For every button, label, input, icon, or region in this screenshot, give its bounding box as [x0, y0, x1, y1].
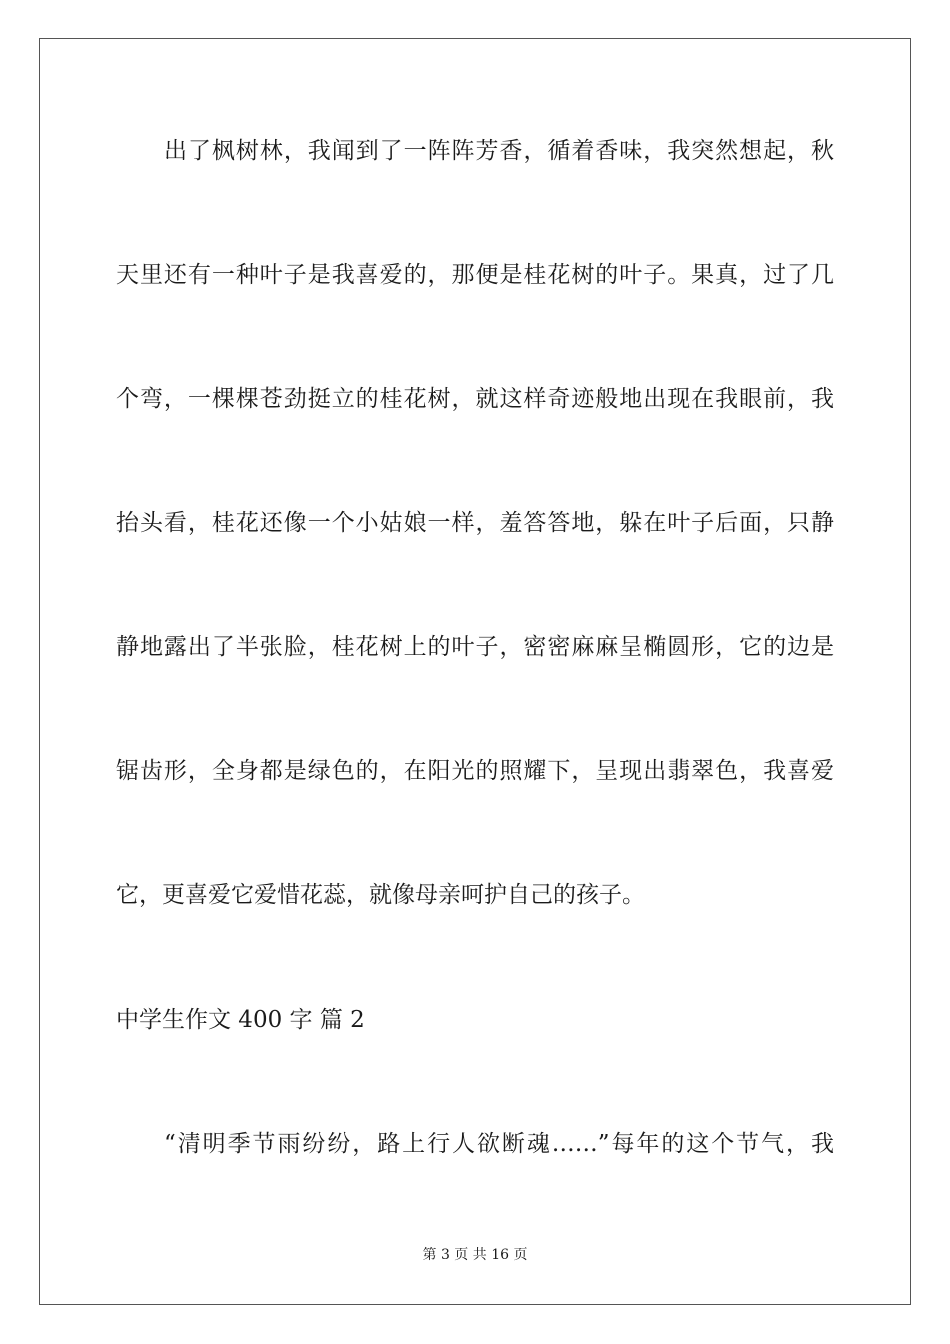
- page-border: [39, 38, 911, 1305]
- paragraph-2-line-1: “清明季节雨纷纷，路上行人欲断魂……”每年的这个节气，我: [164, 1131, 834, 1157]
- paragraph-1-line-5: 静地露出了半张脸，桂花树上的叶子，密密麻麻呈椭圆形，它的边是: [116, 634, 834, 660]
- paragraph-1-line-3: 个弯，一棵棵苍劲挺立的桂花树，就这样奇迹般地出现在我眼前，我: [116, 386, 834, 412]
- page-footer: 第 3 页 共 16 页: [422, 1247, 528, 1263]
- paragraph-1-line-1: 出了枫树林，我闻到了一阵阵芳香，循着香味，我突然想起，秋: [164, 138, 834, 164]
- paragraph-1-line-2: 天里还有一种叶子是我喜爱的，那便是桂花树的叶子。果真，过了几: [116, 262, 834, 288]
- paragraph-1-line-7: 它，更喜爱它爱惜花蕊，就像母亲呵护自己的孩子。: [116, 882, 645, 908]
- paragraph-1-line-6: 锯齿形，全身都是绿色的，在阳光的照耀下，呈现出翡翠色，我喜爱: [116, 758, 834, 784]
- section-heading: 中学生作文 400 字 篇 2: [116, 1007, 365, 1033]
- paragraph-1-line-4: 抬头看，桂花还像一个小姑娘一样，羞答答地，躲在叶子后面，只静: [116, 510, 834, 536]
